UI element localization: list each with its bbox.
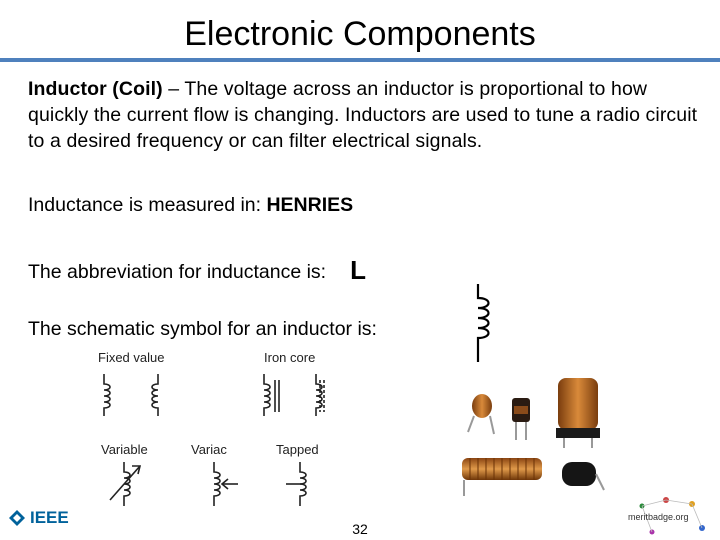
- schematic-line: The schematic symbol for an inductor is:: [28, 318, 377, 340]
- fixed-inductor-2-icon: [152, 374, 158, 416]
- inductor-description: [28, 76, 708, 154]
- iron-core-inductor-1-icon: [264, 374, 270, 416]
- title-divider: [0, 58, 720, 62]
- ieee-text: IEEE: [30, 508, 69, 527]
- label-variable: Variable: [101, 442, 148, 457]
- meritbadge-text: meritbadge.org: [628, 512, 689, 522]
- inductor-photo: [456, 370, 616, 500]
- radial-inductor-icon: [512, 398, 530, 440]
- abbrev-label: The abbreviation for inductance is:: [28, 261, 327, 283]
- axial-coil-icon: [462, 458, 542, 496]
- ieee-diamond-icon: [8, 509, 26, 527]
- inductor-term: Inductor (Coil): [28, 78, 163, 100]
- label-iron-core: Iron core: [264, 350, 316, 365]
- ieee-logo: [8, 508, 69, 528]
- label-fixed-value: Fixed value: [98, 350, 165, 365]
- inductor-text: – The voltage across an inductor is proportional to how quickly the current flow is changing. Inductors are used to tune a radio circuit to a desired frequency or can filter electrical signals.: [28, 78, 698, 152]
- bobbin-inductor-icon: [556, 378, 600, 448]
- measured-line: [28, 192, 353, 218]
- variac-inductor-icon: [214, 462, 220, 506]
- abbrev-value: L: [350, 255, 366, 285]
- label-variac: Variac: [191, 442, 227, 457]
- inductor-symbol-icon: [462, 284, 496, 364]
- label-tapped: Tapped: [276, 442, 319, 457]
- fixed-inductor-1-icon: [104, 374, 110, 416]
- page-number: 32: [352, 521, 368, 537]
- slide-title: Electronic Components: [184, 15, 536, 53]
- iron-core-inductor-2-icon: [316, 374, 322, 416]
- ferrite-inductor-icon: [562, 462, 604, 490]
- measured-value: HENRIES: [266, 194, 354, 216]
- measured-label: Inductance is measured in:: [28, 194, 267, 216]
- abbrev-line: [28, 256, 366, 285]
- inductor-types-diagram: [80, 366, 380, 516]
- small-coil-icon: [468, 394, 494, 434]
- meritbadge-logo: [622, 494, 714, 540]
